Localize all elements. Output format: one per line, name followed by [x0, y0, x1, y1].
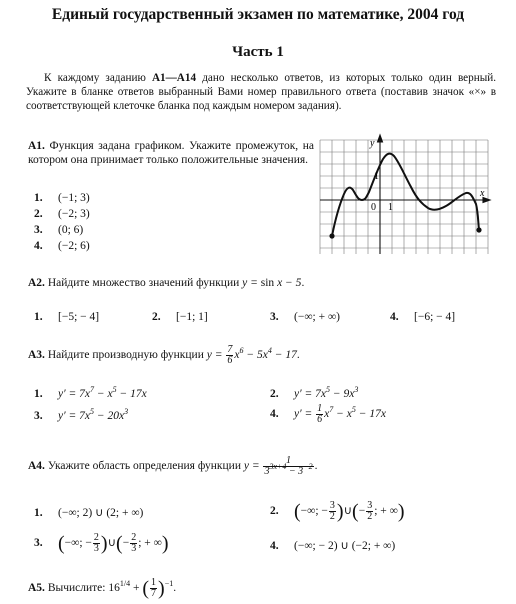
question-a5: А5. Вычислите: $16^{1/4}$ + ( $\frac{1}{7}$ )$^{-1}$. [28, 577, 177, 600]
document-title: Единый государственный экзамен по математике, 2004 год [51, 6, 465, 23]
question-a2-number: А2. [28, 277, 45, 289]
a1-option-2: 2. (−2; 3) [34, 208, 90, 220]
a4-option-3: 3. (−∞; − $\frac{2}{3}$ )∪(− $\frac{2}{3}$ ; + ∞) [34, 532, 169, 555]
a1-option-1: 1. (−1; 3) [34, 192, 90, 204]
a2-option-2: 2. [−1; 1] [152, 311, 208, 323]
question-a3: А3. Найдите производную функции y = $\frac{7}{6}$ $x^6 - 5x^4 - 17$. [28, 344, 300, 366]
question-a3-number: А3. [28, 349, 45, 362]
a2-option-3: 3. (−∞; + ∞) [270, 311, 340, 323]
origin-label: 0 [371, 202, 376, 213]
question-a5-text: Вычислите: [44, 582, 109, 595]
curve-end-point [476, 227, 481, 232]
a4-option-2: 2. (−∞; − $\frac{3}{2}$ )∪(− $\frac{3}{2}$ ; + ∞) [270, 500, 405, 523]
a4-option-4: 4. (−∞; − 2) ∪ (−2; + ∞) [270, 540, 396, 552]
a3-option-1: 1. $y' = 7x^7 - x^5 - 17x$ [34, 385, 147, 400]
question-a3-formula: y = $\frac{7}{6}$ $x^6 - 5x^4 - 17$ [206, 344, 297, 366]
x-axis-label: x [480, 188, 485, 199]
question-a5-formula: $16^{1/4}$ + ( $\frac{1}{7}$ )$^{-1}$ [108, 577, 174, 600]
instructions-text-start: К каждому заданию [44, 72, 152, 84]
question-a3-text: Найдите производную функции [44, 349, 207, 362]
question-a5-number: А5. [28, 582, 45, 595]
question-a4-text: Укажите область определения функции [44, 460, 244, 473]
a2-option-1: 1. [−5; − 4] [34, 311, 100, 323]
a3-option-4: 4. y′ = $\frac{1}{6}$ $x^7 - x^5 - 17x$ [270, 403, 386, 425]
x-unit-label: 1 [388, 202, 393, 213]
curve-start-point [329, 233, 334, 238]
a1-option-4: 4. (−2; 6) [34, 240, 90, 252]
y-unit-label: 1 [374, 171, 379, 182]
a2-option-4: 4. [−6; − 4] [390, 311, 456, 323]
a3-option-3: 3. $y' = 7x^5 - 20x^3$ [34, 407, 129, 422]
question-a2-text: Найдите множество значений функции [44, 277, 243, 289]
question-a4: А4. Укажите область определения функции y = $\frac{1}{3^{3x+4} - 3^{-2}}$ . [28, 455, 318, 477]
question-a1 [28, 139, 314, 167]
question-a4-formula: y = $\frac{1}{3^{3x+4} - 3^{-2}}$ [243, 455, 313, 477]
function-curve [332, 154, 479, 236]
part-heading: Часть 1 [232, 44, 284, 60]
instructions-text-end: дано несколько ответов, из которых только один верный. Укажите в бланке ответов выбранный Вами номер правильного ответа (поставив значок «×» в соответствующей клеточке бланка под каждым номером задания). [26, 72, 497, 112]
function-graph [316, 132, 494, 256]
question-a1-text: Функция задана графиком. Укажите промежуток, на котором она принимает только положительные значения. [28, 140, 314, 166]
a4-option-1: 1. (−∞; 2) ∪ (2; + ∞) [34, 507, 144, 519]
graph-grid [320, 140, 488, 254]
question-a4-number: А4. [28, 460, 45, 473]
question-a2-formula: y = sin x − 5 [242, 277, 302, 289]
question-a2: А2. Найдите множество значений функции y = sin x − 5. [28, 277, 305, 289]
question-a1-number: А1. [28, 140, 45, 152]
instructions-paragraph [26, 71, 496, 113]
a3-option-2: 2. $y' = 7x^5 - 9x^3$ [270, 385, 359, 400]
instructions-task-range: А1—А14 [151, 72, 197, 84]
y-axis-label: y [370, 138, 375, 149]
a1-option-3: 3. (0; 6) [34, 224, 84, 236]
